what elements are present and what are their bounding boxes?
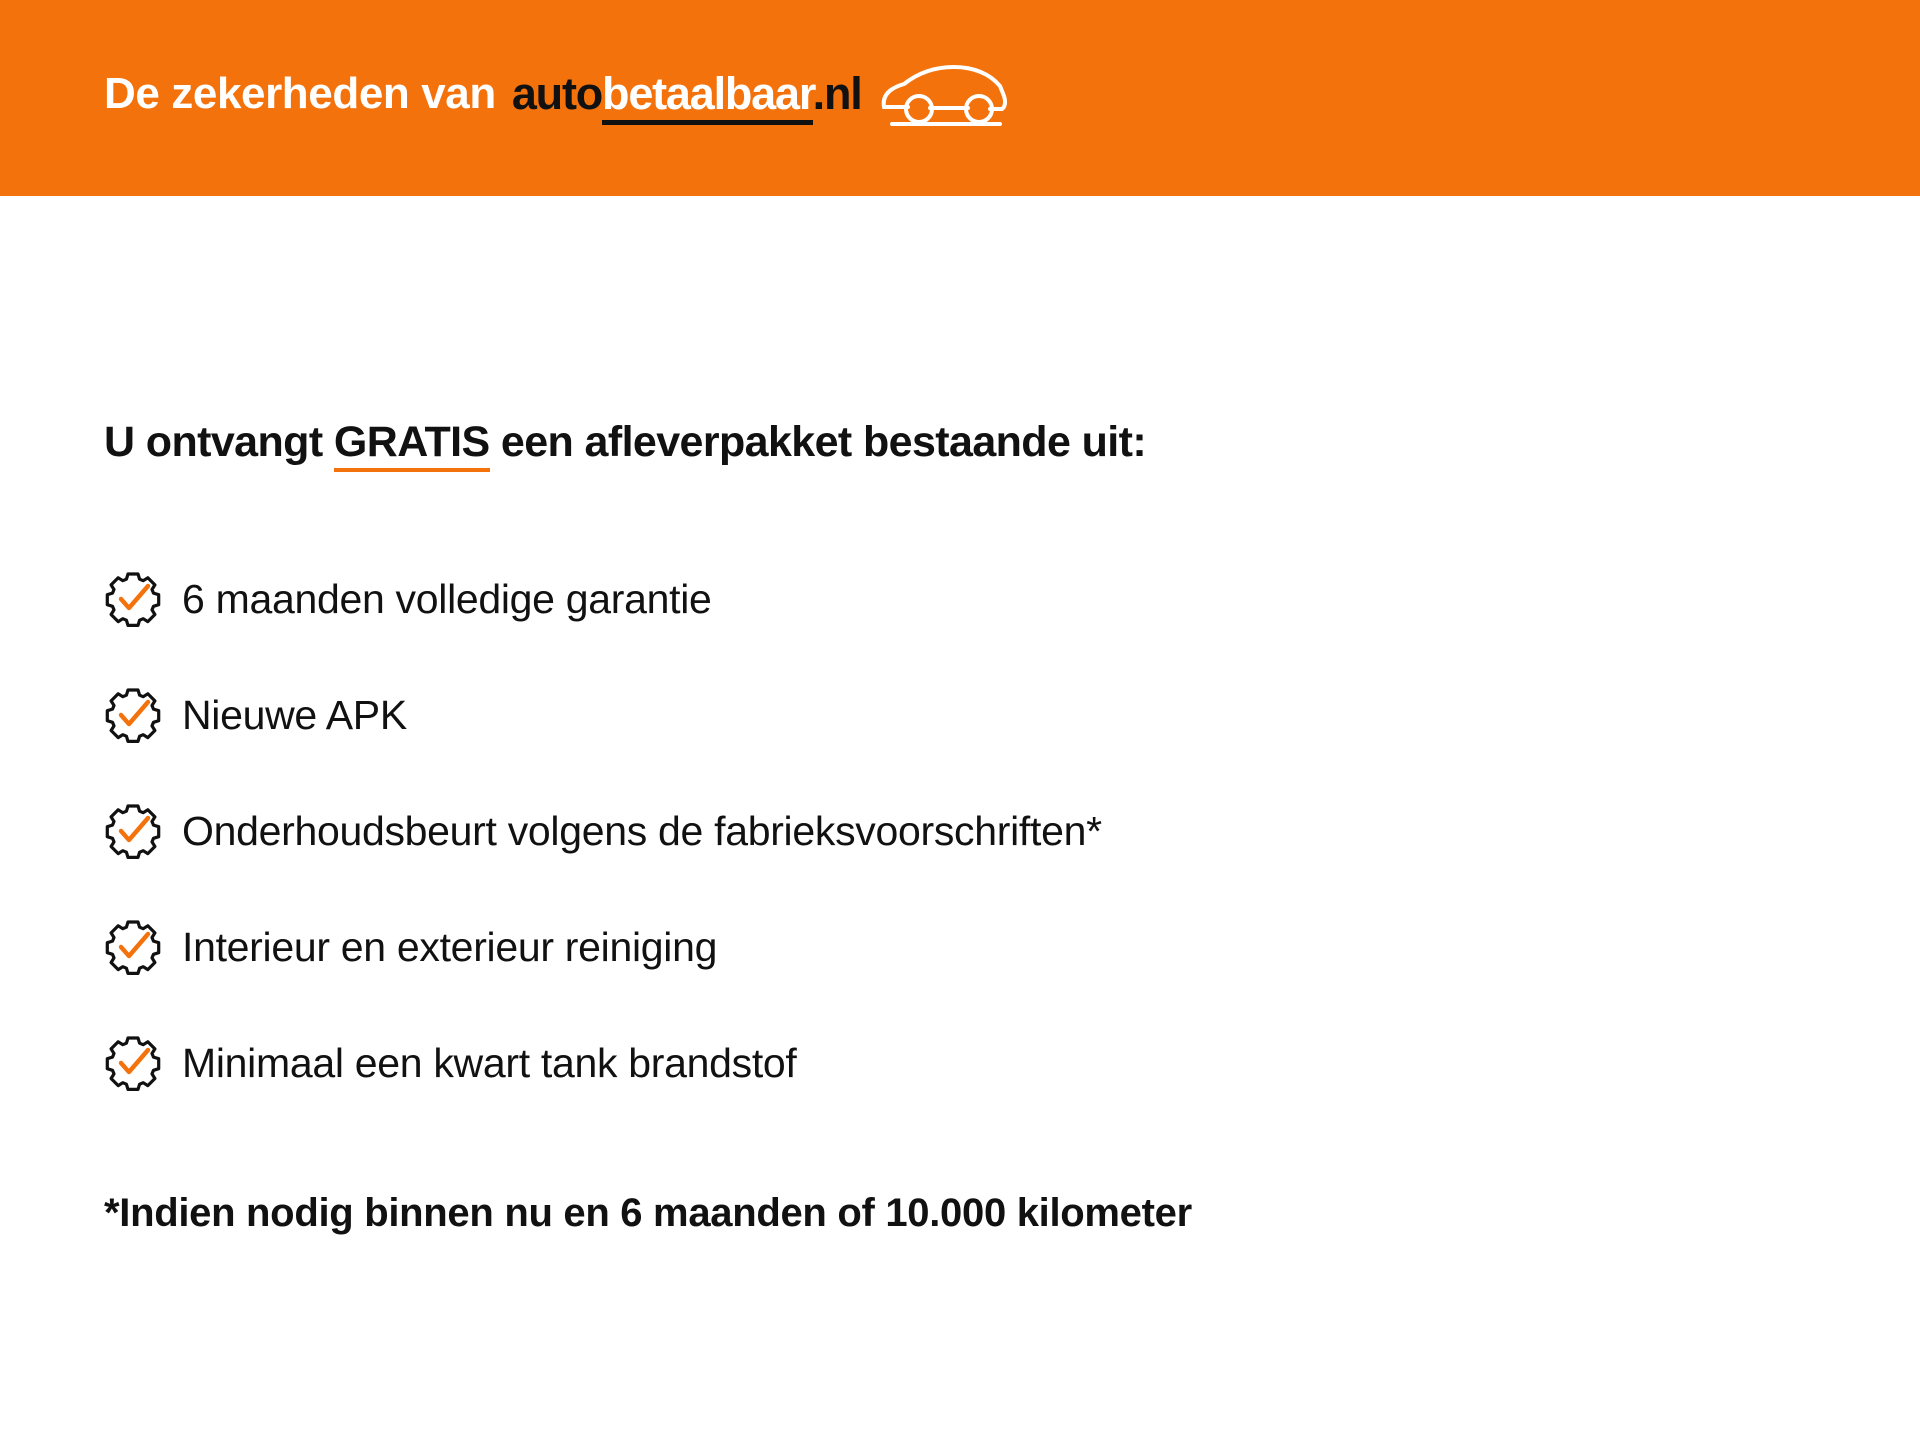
footnote: *Indien nodig binnen nu en 6 maanden of 10.000 kilometer (104, 1191, 1192, 1235)
main-content (0, 196, 1920, 1236)
header-bar (0, 0, 1920, 196)
brand-part-betaalbaar: betaalbaar (602, 68, 813, 125)
gear-check-icon (104, 570, 162, 628)
brand-part-auto: auto (511, 68, 603, 119)
list-item (104, 917, 1920, 977)
gear-check-icon (104, 918, 162, 976)
headline-part-before: U ontvangt (104, 418, 334, 466)
car-icon (878, 62, 1008, 133)
brand-part-nl: .nl (812, 68, 862, 119)
list-item-label: Onderhoudsbeurt volgens de fabrieksvoorschriften* (182, 807, 1102, 854)
gear-check-icon (104, 1034, 162, 1092)
list-item (104, 685, 1920, 745)
headline-part-after: een afleverpakket bestaande uit: (489, 418, 1147, 466)
list-item (104, 569, 1920, 629)
header-content (104, 56, 1008, 133)
header-title: De zekerheden van (104, 69, 496, 118)
list-item-label: Interieur en exterieur reiniging (182, 923, 718, 970)
list-item-label: 6 maanden volledige garantie (182, 575, 712, 622)
benefits-list (104, 569, 1920, 1093)
gear-check-icon (104, 686, 162, 744)
list-item (104, 1033, 1920, 1093)
gear-check-icon (104, 802, 162, 860)
list-item-label: Minimaal een kwart tank brandstof (182, 1039, 797, 1086)
headline-highlight: GRATIS (334, 418, 490, 472)
list-item (104, 801, 1920, 861)
brand-logo (512, 68, 862, 120)
page-title (104, 418, 1920, 467)
list-item-label: Nieuwe APK (182, 691, 407, 738)
